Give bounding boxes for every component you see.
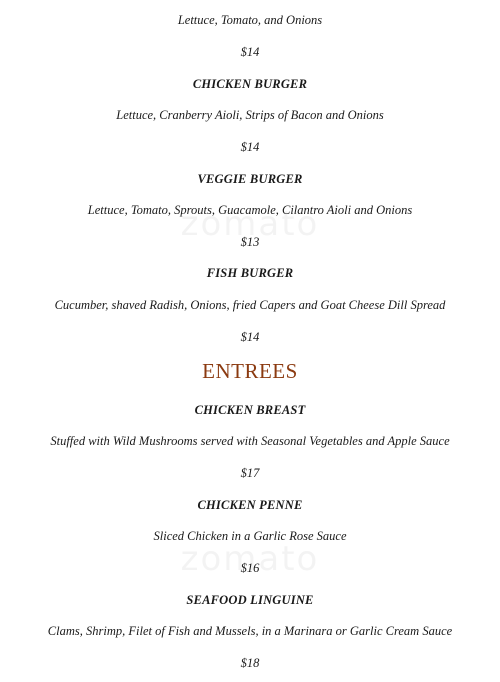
item-description: Sliced Chicken in a Garlic Rose Sauce: [153, 529, 347, 543]
item-name: SEAFOOD LINGUINE: [186, 593, 314, 607]
item-price: $14: [240, 330, 260, 344]
item-description: Cucumber, shaved Radish, Onions, fried Capers and Goat Cheese Dill Spread: [54, 298, 446, 312]
item-price: $14: [240, 45, 260, 59]
item-description: Lettuce, Tomato, and Onions: [177, 13, 323, 27]
item-price: $13: [240, 235, 260, 249]
item-price: $17: [240, 466, 260, 480]
item-name: CHICKEN BURGER: [192, 77, 308, 91]
item-name: VEGGIE BURGER: [197, 172, 303, 186]
item-price: $16: [240, 561, 260, 575]
section-heading-entrees: ENTREES: [202, 359, 298, 383]
item-name: FISH BURGER: [206, 266, 294, 280]
item-name: CHICKEN PENNE: [197, 498, 303, 512]
item-name: CHICKEN BREAST: [194, 403, 306, 417]
item-description: Stuffed with Wild Mushrooms served with Seasonal Vegetables and Apple Sauce: [50, 434, 450, 448]
item-price: $14: [240, 140, 260, 154]
item-description: Clams, Shrimp, Filet of Fish and Mussels, in a Marinara or Garlic Cream Sauce: [47, 624, 453, 638]
item-description: Lettuce, Tomato, Sprouts, Guacamole, Cilantro Aioli and Onions: [87, 203, 413, 217]
item-description: Lettuce, Cranberry Aioli, Strips of Bacon and Onions: [116, 108, 384, 122]
item-price: $18: [240, 656, 260, 670]
